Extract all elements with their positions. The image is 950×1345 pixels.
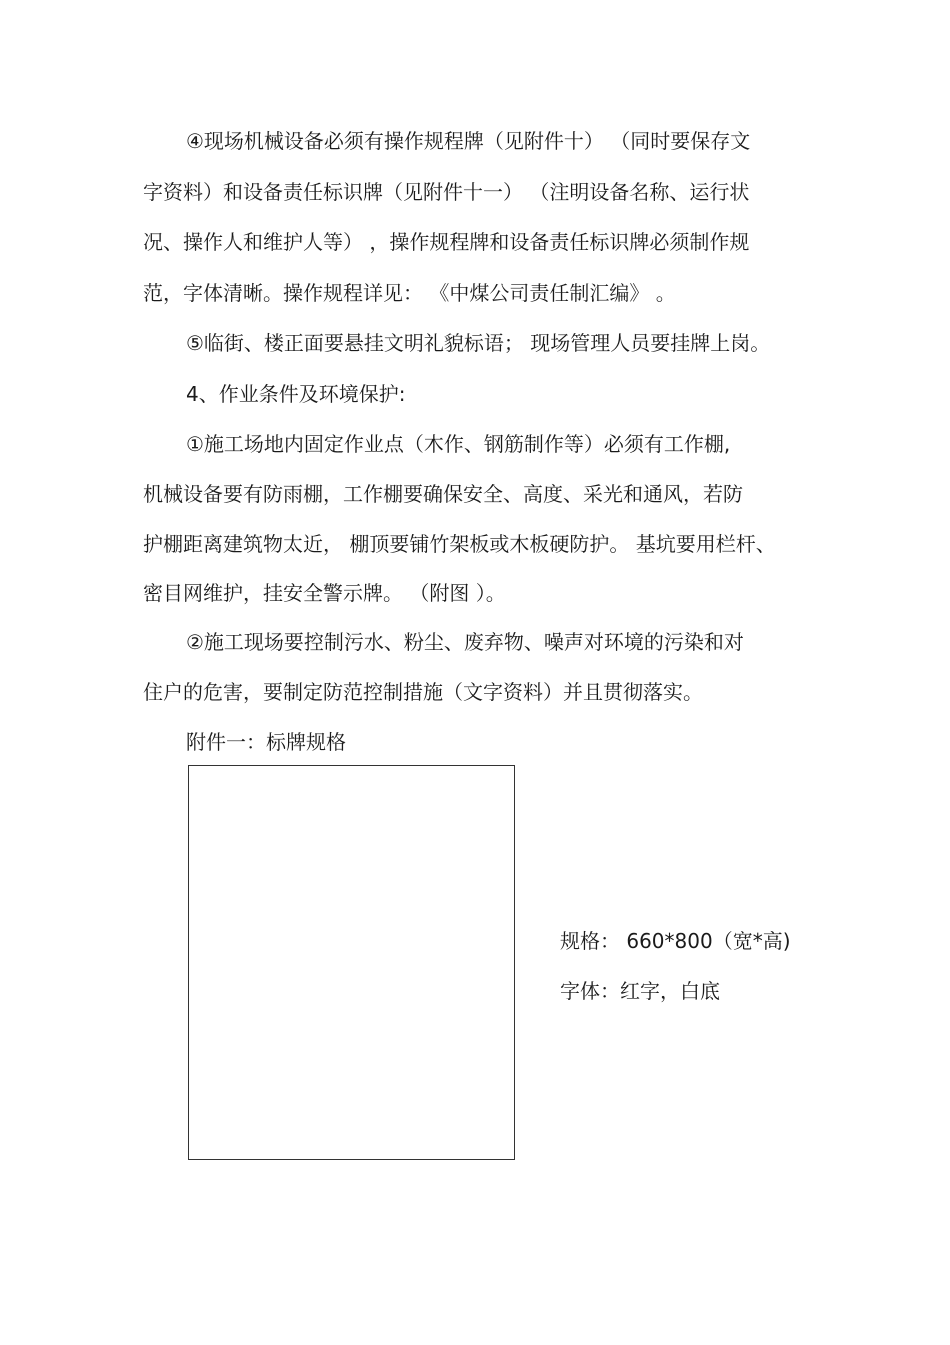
- paragraph-line: 况、操作人和维护人等） ，操作规程牌和设备责任标识牌必须制作规: [143, 230, 750, 254]
- paragraph-line: 住户的危害，要制定防范控制措施（文字资料）并且贯彻落实。: [143, 680, 703, 704]
- paragraph-line: 密目网维护，挂安全警示牌。 （附图 ）。: [143, 581, 506, 605]
- sign-spec-label: 规格： 660*800（宽*高): [560, 929, 791, 953]
- paragraph-line: 字资料）和设备责任标识牌（见附件十一） （注明设备名称、运行状: [143, 180, 750, 204]
- paragraph-line: ②施工现场要控制污水、粉尘、废弃物、噪声对环境的污染和对: [186, 630, 744, 654]
- paragraph-line: 护棚距离建筑物太近， 棚顶要铺竹架板或木板硬防护。 基坑要用栏杆、: [143, 532, 776, 556]
- paragraph-line: ④现场机械设备必须有操作规程牌（见附件十） （同时要保存文: [186, 129, 751, 153]
- sign-font-label: 字体：红字，白底: [560, 979, 720, 1003]
- paragraph-line: 机械设备要有防雨棚，工作棚要确保安全、高度、采光和通风，若防: [143, 482, 743, 506]
- attachment-title: 附件一：标牌规格: [186, 730, 346, 754]
- paragraph-line: ⑤临街、楼正面要悬挂文明礼貌标语； 现场管理人员要挂牌上岗。: [186, 331, 771, 355]
- sign-placeholder-box: [188, 765, 515, 1160]
- paragraph-line: ①施工场地内固定作业点（木作、钢筋制作等）必须有工作棚,: [186, 432, 731, 456]
- section-heading: 4、作业条件及环境保护:: [186, 382, 406, 406]
- paragraph-line: 范，字体清晰。操作规程详见： 《中煤公司责任制汇编》 。: [143, 281, 676, 305]
